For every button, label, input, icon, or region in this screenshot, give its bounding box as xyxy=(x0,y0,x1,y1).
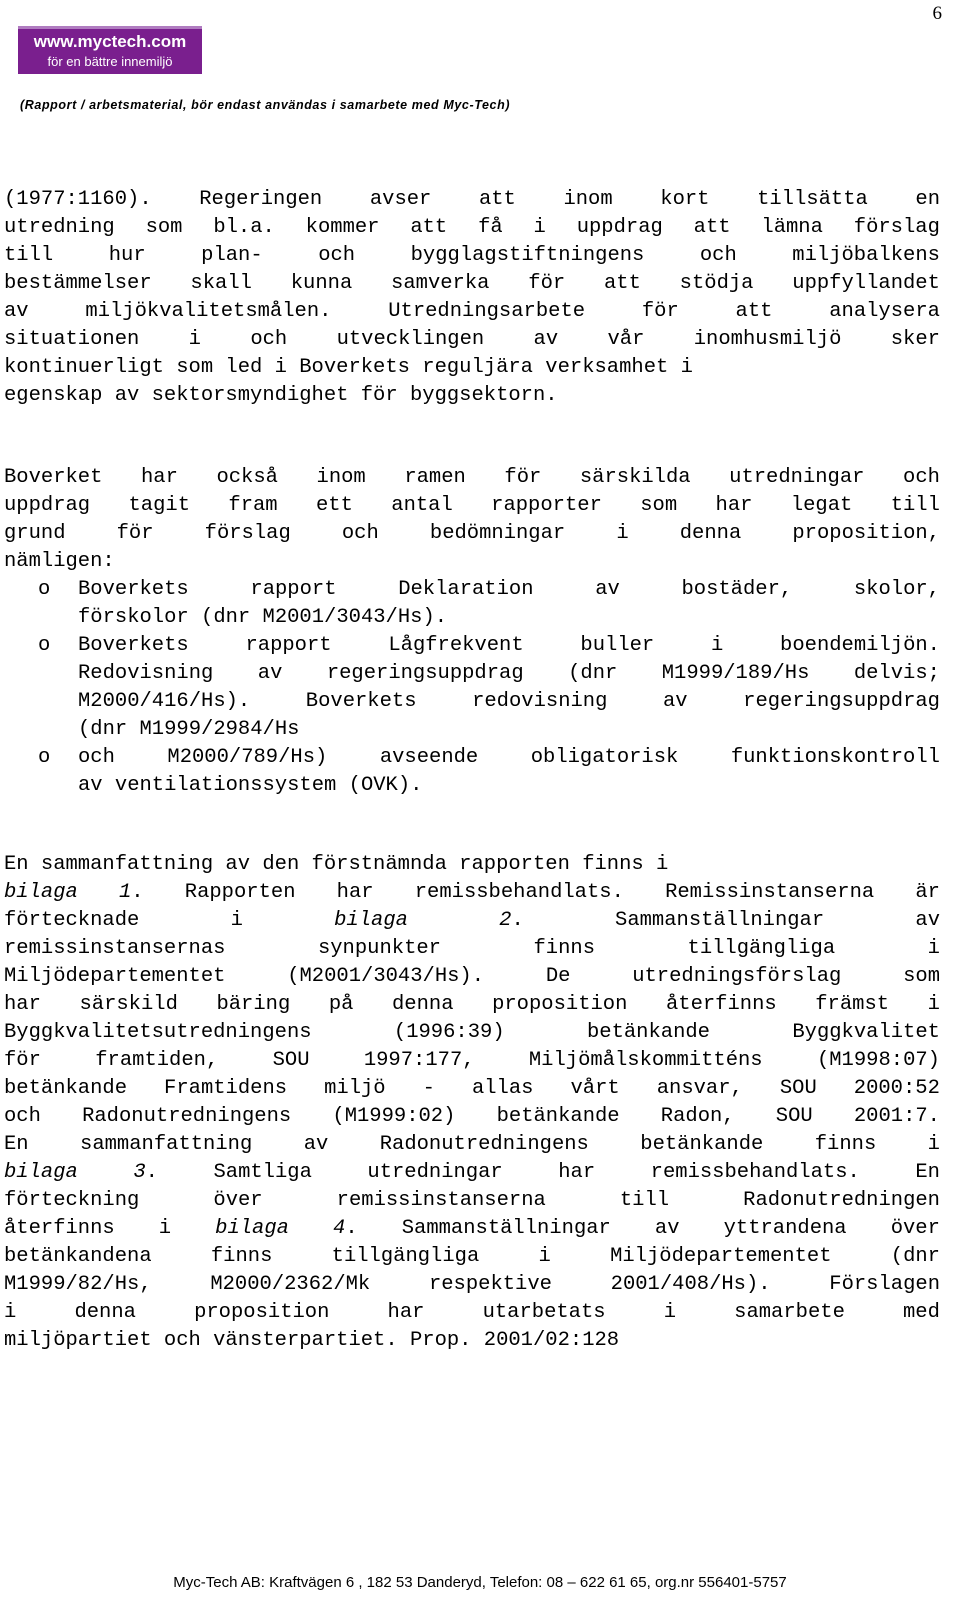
word: uppdrag xyxy=(4,494,91,517)
word: betänkande xyxy=(640,1133,764,1156)
text-line xyxy=(4,1103,940,1131)
text-line xyxy=(4,242,940,270)
word: och xyxy=(318,244,356,267)
word: M1999/189/Hs xyxy=(661,662,810,685)
text-line xyxy=(4,1299,940,1327)
word: Byggkvalitet xyxy=(792,1021,940,1044)
word: bilaga xyxy=(4,1161,78,1184)
word: betänkande xyxy=(496,1105,620,1128)
word: M1999/82/Hs, xyxy=(4,1273,152,1296)
word: har xyxy=(387,1301,425,1324)
bullet-marker: o xyxy=(38,634,51,657)
paragraph-1 xyxy=(4,186,940,410)
word: remissbehandlats. xyxy=(414,881,624,904)
word: av xyxy=(662,690,688,713)
word: sammanfattning xyxy=(80,1133,253,1156)
word: har xyxy=(558,1161,596,1184)
word: analysera xyxy=(829,300,940,323)
list-item xyxy=(4,744,940,800)
word: finns xyxy=(210,1245,273,1268)
word: har xyxy=(715,494,753,517)
word: av xyxy=(533,328,559,351)
text-line: förskolor (dnr M2001/3043/Hs). xyxy=(78,606,448,629)
word: av xyxy=(257,662,283,685)
word: rapport xyxy=(245,634,332,657)
word: som xyxy=(903,965,940,988)
word: 2000:52 xyxy=(853,1077,940,1100)
text-line xyxy=(4,492,940,520)
word: denna xyxy=(679,522,742,545)
text-line xyxy=(4,464,940,492)
word: situationen xyxy=(4,328,140,351)
word: Deklaration xyxy=(398,578,534,601)
word: legat xyxy=(790,494,853,517)
word: Sammanställningar xyxy=(401,1217,611,1240)
word: för xyxy=(4,1049,41,1072)
page-number: 6 xyxy=(932,3,942,24)
word: särskilda xyxy=(579,466,691,489)
logo-url-text: www.myctech.com xyxy=(33,32,187,51)
word: funktionskontroll xyxy=(730,746,940,769)
word: - xyxy=(422,1077,435,1100)
word: tagit xyxy=(128,494,191,517)
word: respektive xyxy=(428,1273,552,1296)
paragraph-2 xyxy=(4,464,940,800)
word: att xyxy=(603,272,641,295)
word: bilaga xyxy=(4,881,78,904)
word: inom xyxy=(316,466,366,489)
word: med xyxy=(903,1301,940,1324)
word: betänkandena xyxy=(4,1245,152,1268)
word: samarbete xyxy=(734,1301,845,1324)
word: finns xyxy=(814,1133,877,1156)
word: SOU xyxy=(272,1049,310,1072)
word: miljö xyxy=(324,1077,386,1100)
word: Lågfrekvent xyxy=(388,634,524,657)
word: 1. xyxy=(118,881,144,904)
word: fram xyxy=(228,494,278,517)
text-line xyxy=(4,1019,940,1047)
paragraph-3 xyxy=(4,851,940,1355)
word: Radonutredningen xyxy=(743,1189,940,1212)
word: att xyxy=(410,216,448,239)
logo-tagline: för en bättre innemiljö xyxy=(47,54,173,69)
document-subtitle: (Rapport / arbetsmaterial, bör endast användas i samarbete med Myc-Tech) xyxy=(20,98,511,112)
word: för xyxy=(504,466,542,489)
word: en xyxy=(915,188,940,211)
word: skolor, xyxy=(853,578,940,601)
word: uppdrag xyxy=(576,216,663,239)
word: utredningar xyxy=(729,466,865,489)
word: Boverket xyxy=(4,466,103,489)
word: 1997:177, xyxy=(363,1049,475,1072)
word: vårt xyxy=(570,1077,620,1100)
word: bestämmelser xyxy=(4,272,152,295)
word: antal xyxy=(391,494,453,517)
word: obligatorisk xyxy=(530,746,679,769)
word: till xyxy=(4,244,54,267)
word: denna xyxy=(392,993,454,1016)
word: remissbehandlats. xyxy=(650,1161,860,1184)
word: hur xyxy=(108,244,146,267)
word: är xyxy=(915,881,940,904)
word: att xyxy=(735,300,773,323)
text-line xyxy=(4,1215,940,1243)
word: i xyxy=(538,1245,551,1268)
word: har xyxy=(4,993,41,1016)
text-line xyxy=(4,963,940,991)
word: skall xyxy=(190,272,252,295)
word: tillgängliga xyxy=(331,1245,480,1268)
word: (1977:1160). xyxy=(4,188,152,211)
word: Miljödepartementet xyxy=(610,1245,832,1268)
text-line: egenskap av sektorsmyndighet för byggsektorn. xyxy=(4,384,558,407)
word: i xyxy=(663,1301,677,1324)
word: Sammanställningar xyxy=(615,909,825,932)
word: yttrandena xyxy=(723,1217,847,1240)
word: av xyxy=(654,1217,680,1240)
text-line xyxy=(4,879,940,907)
word: och xyxy=(250,328,288,351)
word: synpunkter xyxy=(317,937,441,960)
word: till xyxy=(890,494,940,517)
text-line xyxy=(78,688,940,716)
word: avser xyxy=(369,188,432,211)
word: proposition, xyxy=(792,522,940,545)
text-line xyxy=(4,991,940,1019)
word: Regeringen xyxy=(199,188,323,211)
word: har xyxy=(140,466,178,489)
word: (M2001/3043/Hs). xyxy=(287,965,485,988)
word: Samtliga xyxy=(213,1161,312,1184)
list-item xyxy=(4,632,940,744)
word: och xyxy=(699,244,737,267)
text-line xyxy=(78,576,940,604)
myctech-logo[interactable] xyxy=(18,26,202,74)
word: betänkande xyxy=(4,1077,128,1100)
word: remissinstanserna xyxy=(336,1189,546,1212)
word: över xyxy=(890,1217,940,1240)
word: proposition xyxy=(194,1301,330,1324)
text-line xyxy=(4,326,940,354)
word: i xyxy=(4,1301,17,1324)
page-footer: Myc-Tech AB: Kraftvägen 6 , 182 53 Danderyd, Telefon: 08 – 622 61 65, org.nr 556401-5757 xyxy=(173,1574,787,1591)
bullet-marker: o xyxy=(38,746,51,769)
word: kort xyxy=(660,188,710,211)
word: bilaga xyxy=(334,909,408,932)
word: avseende xyxy=(379,746,479,769)
list-item xyxy=(4,576,940,632)
word: redovisning xyxy=(472,690,608,713)
word: Förslagen xyxy=(829,1273,940,1296)
text-line: miljöpartiet och vänsterpartiet. Prop. 2001/02:128 xyxy=(4,1329,620,1352)
word: finns xyxy=(533,937,596,960)
word: M2000/2362/Mk xyxy=(210,1273,371,1296)
word: av xyxy=(303,1133,329,1156)
word: bäring xyxy=(216,993,291,1016)
word: En xyxy=(4,1133,29,1156)
word: att xyxy=(478,188,516,211)
word: 2001/408/Hs). xyxy=(610,1273,771,1296)
word: och xyxy=(78,746,115,769)
word: att xyxy=(693,216,731,239)
text-line xyxy=(4,298,940,326)
text-line xyxy=(4,1187,940,1215)
word: återfinns xyxy=(665,993,777,1016)
word: plan- xyxy=(201,244,263,267)
word: ansvar, xyxy=(656,1077,743,1100)
word: förslag xyxy=(204,522,291,545)
word: inomhusmiljö xyxy=(693,328,842,351)
word: utredningsförslag xyxy=(632,965,842,988)
word: utarbetats xyxy=(482,1301,606,1324)
word: 4. xyxy=(333,1217,358,1240)
word: betänkande xyxy=(586,1021,710,1044)
word: SOU xyxy=(779,1077,817,1100)
word: miljöbalkens xyxy=(792,244,940,267)
word: bl.a. xyxy=(213,216,275,239)
word: på xyxy=(328,993,354,1016)
word: utredning xyxy=(4,216,115,239)
word: regeringsuppdrag xyxy=(743,690,940,713)
word: En xyxy=(915,1161,940,1184)
word: Redovisning xyxy=(78,662,214,685)
text-line: kontinuerligt som led i Boverkets reguljära verksamhet i xyxy=(4,356,693,379)
word: till xyxy=(619,1189,670,1212)
text-line: En sammanfattning av den förstnämnda rapporten finns i xyxy=(4,853,669,876)
word: (M1998:07) xyxy=(816,1049,940,1072)
word: tillgängliga xyxy=(687,937,836,960)
text-line xyxy=(78,632,940,660)
word: ramen xyxy=(404,466,466,489)
word: få xyxy=(478,216,503,239)
word: i xyxy=(230,909,243,932)
word: uppfyllandet xyxy=(792,272,940,295)
word: Miljödepartementet xyxy=(4,965,226,988)
word: särskild xyxy=(79,993,178,1016)
word: remissinstansernas xyxy=(4,937,226,960)
word: också xyxy=(216,466,278,489)
word: sker xyxy=(890,328,940,351)
word: för xyxy=(641,300,679,323)
text-line xyxy=(4,1271,940,1299)
word: främst xyxy=(815,993,890,1016)
word: av xyxy=(915,909,940,932)
word: i xyxy=(710,634,724,657)
text-line xyxy=(78,660,940,688)
word: och xyxy=(4,1105,41,1128)
word: kunna xyxy=(290,272,353,295)
word: utredningar xyxy=(367,1161,503,1184)
word: De xyxy=(545,965,571,988)
word: bilaga xyxy=(215,1217,289,1240)
word: återfinns xyxy=(4,1217,115,1240)
bullet-marker: o xyxy=(38,578,51,601)
word: framtiden, xyxy=(95,1049,219,1072)
word: i xyxy=(927,1133,940,1156)
word: 2. xyxy=(499,909,524,932)
word: buller xyxy=(580,634,655,657)
word: grund xyxy=(4,522,66,545)
word: Radonutredningens xyxy=(379,1133,589,1156)
text-line xyxy=(4,270,940,298)
text-line xyxy=(4,1159,940,1187)
word: bedömningar xyxy=(429,522,566,545)
word: i xyxy=(533,216,546,239)
word: denna xyxy=(74,1301,136,1324)
text-line xyxy=(4,1243,940,1271)
word: (M1999:02) xyxy=(332,1105,456,1128)
word: (dnr xyxy=(890,1245,940,1268)
word: kommer xyxy=(305,216,380,239)
word: tillsätta xyxy=(757,188,868,211)
word: ett xyxy=(315,494,353,517)
word: som xyxy=(145,216,183,239)
word: (1996:39) xyxy=(393,1021,505,1044)
word: Rapporten xyxy=(184,881,296,904)
word: i xyxy=(158,1217,172,1240)
word: boendemiljön. xyxy=(780,634,940,657)
word: lämna xyxy=(761,216,823,239)
word: vår xyxy=(607,328,645,351)
word: Boverkets xyxy=(305,690,417,713)
word: stödja xyxy=(679,272,754,295)
text-line xyxy=(4,1131,940,1159)
word: regeringsuppdrag xyxy=(326,662,524,685)
text-line xyxy=(4,214,940,242)
text-line xyxy=(4,907,940,935)
word: delvis; xyxy=(853,662,940,685)
word: förtecknade xyxy=(4,909,140,932)
word: rapport xyxy=(250,578,337,601)
word: Miljömålskommitténs xyxy=(528,1049,763,1072)
word: Utredningsarbete xyxy=(388,300,586,323)
word: Byggkvalitetsutredningens xyxy=(4,1021,312,1044)
text-line xyxy=(4,935,940,963)
text-line: nämligen: xyxy=(4,550,115,573)
word: Radonutredningens xyxy=(82,1105,292,1128)
word: förteckning xyxy=(4,1189,140,1212)
word: rapporter xyxy=(491,494,602,517)
text-line xyxy=(78,744,940,772)
word: samverka xyxy=(391,272,490,295)
word: Remissinstanserna xyxy=(665,881,875,904)
word: och xyxy=(903,466,940,489)
word: allas xyxy=(471,1077,534,1100)
word: och xyxy=(341,522,379,545)
word: utvecklingen xyxy=(336,328,485,351)
word: för xyxy=(528,272,566,295)
text-line: (dnr M1999/2984/Hs xyxy=(78,718,300,741)
text-line xyxy=(4,1075,940,1103)
word: för xyxy=(116,522,154,545)
text-line xyxy=(4,1047,940,1075)
word: av xyxy=(4,300,29,323)
word: Boverkets xyxy=(78,634,189,657)
text-line xyxy=(4,186,940,214)
word: miljökvalitetsmålen. xyxy=(85,300,332,323)
word: Boverkets xyxy=(78,578,189,601)
word: 3. xyxy=(133,1161,158,1184)
word: förslag xyxy=(853,216,940,239)
word: bostäder, xyxy=(681,578,793,601)
word: 2001:7. xyxy=(853,1105,940,1128)
word: har xyxy=(336,881,374,904)
word: bygglagstiftningens xyxy=(410,244,645,267)
word: i xyxy=(927,993,940,1016)
word: i xyxy=(616,522,629,545)
word: av xyxy=(595,578,620,601)
word: Radon, xyxy=(660,1105,735,1128)
word: över xyxy=(213,1189,263,1212)
word: inom xyxy=(563,188,613,211)
word: i xyxy=(927,937,940,960)
word: M2000/416/Hs). xyxy=(78,690,251,713)
word: som xyxy=(640,494,678,517)
word: SOU xyxy=(775,1105,813,1128)
word: i xyxy=(188,328,201,351)
text-line: av ventilationssystem (OVK). xyxy=(78,774,423,797)
word: (dnr xyxy=(568,662,618,685)
word: M2000/789/Hs) xyxy=(167,746,328,769)
word: Framtidens xyxy=(164,1077,288,1100)
word: proposition xyxy=(492,993,628,1016)
text-line xyxy=(4,520,940,548)
